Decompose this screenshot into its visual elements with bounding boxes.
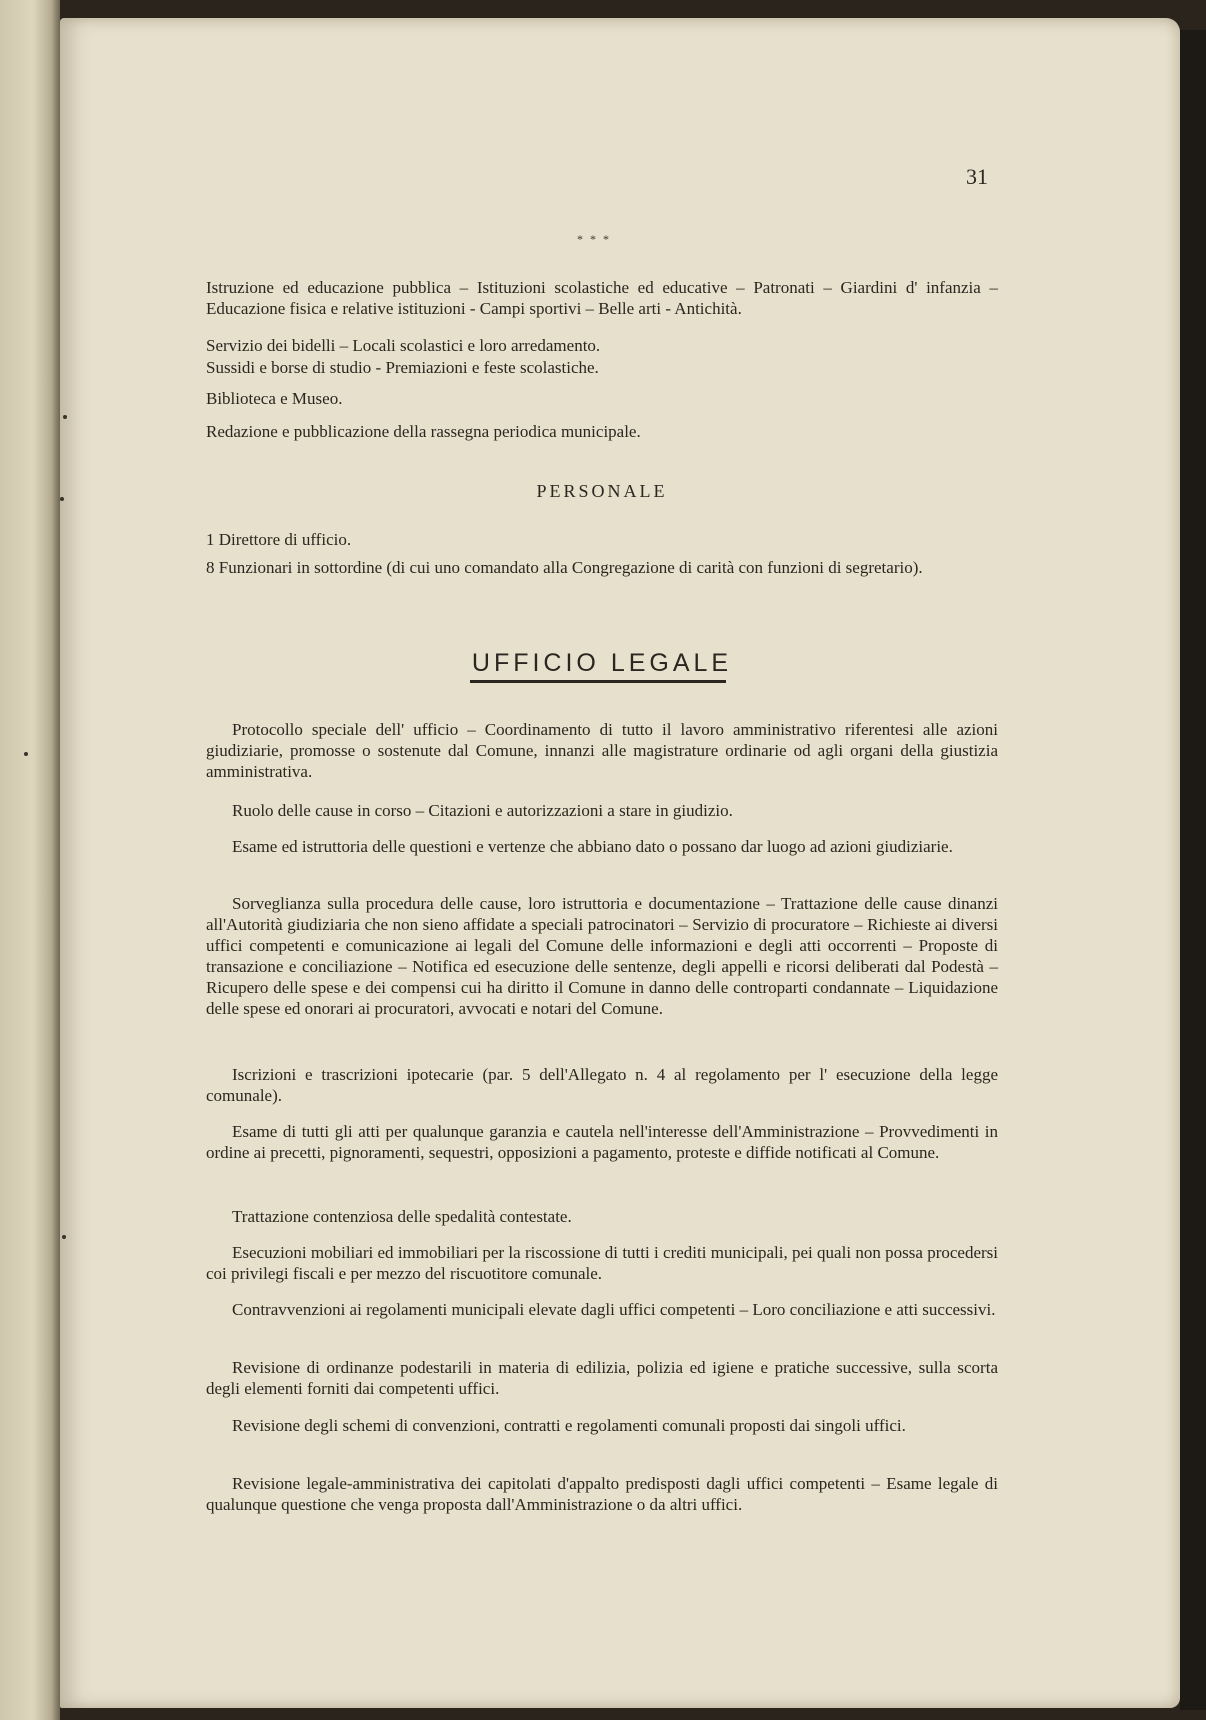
personale-item: 8 Funzionari in sottordine (di cui uno comandato alla Congregazione di carità con funzioni di segretario). [206,558,923,577]
legale-paragraph: Protocollo speciale dell' ufficio – Coordinamento di tutto il lavoro amministrativo riferentesi alle azioni giudiziarie, promosse o sostenute dal Comune, innanzi alle magistrature ordinarie od agli organi della giustizia amministrativa. [206,720,998,781]
paper-speck [24,752,28,756]
legale-paragraph: Revisione degli schemi di convenzioni, contratti e regolamenti comunali proposti dai singoli uffici. [232,1416,906,1435]
legale-paragraph: Sorveglianza sulla procedura delle cause, loro istruttoria e documentazione – Trattazione delle cause dinanzi all'Autorità giudiziaria che non sieno affidate a speciali patrocinatori – Servizio di procuratore – Richieste ai diversi uffici competenti e comunicazione ai legali del Comune delle informazioni e degli atti occorrenti – Proposte di transazione e conciliazione – Notifica ed esecuzione delle sentenze, degli appelli e ricorsi deliberati dal Podestà – Ricupero delle spese e dei compensi cui ha diritto il Comune in danno delle controparti condannate – Liquidazione delle spese ed onorari ai procuratori, avvocati e notari del Comune. [206,894,998,1018]
intro-paragraph: Servizio dei bidelli – Locali scolastici e loro arredamento. [206,336,601,355]
personale-item: 1 Direttore di ufficio. [206,530,352,549]
scan-border [1180,30,1206,1710]
intro-paragraph: Sussidi e borse di studio - Premiazioni e feste scolastiche. [206,358,599,377]
legale-paragraph: Revisione di ordinanze podestarili in materia di edilizia, polizia ed igiene e pratiche successive, sulla scorta degli elementi forniti dai competenti uffici. [206,1358,998,1398]
legale-paragraph: Iscrizioni e trascrizioni ipotecarie (par. 5 dell'Allegato n. 4 al regolamento per l' esecuzione della legge comunale). [206,1065,998,1105]
intro-paragraph: Biblioteca e Museo. [206,389,343,408]
intro-paragraph: Redazione e pubblicazione della rassegna periodica municipale. [206,422,641,441]
legale-paragraph: Contravvenzioni ai regolamenti municipali elevate dagli uffici competenti – Loro conciliazione e atti successivi. [232,1300,996,1319]
legale-paragraph: Ruolo delle cause in corso – Citazioni e autorizzazioni a stare in giudizio. [232,801,733,820]
legale-paragraph: Revisione legale-amministrativa dei capitolati d'appalto predisposti dagli uffici competenti – Esame legale di qualunque questione che venga proposta dall'Amministrazione o da altri uffici. [206,1474,998,1514]
title-underline [470,680,726,683]
legale-paragraph: Esecuzioni mobiliari ed immobiliari per la riscossione di tutti i crediti municipali, pei quali non possa procedersi coi privilegi fiscali e per mezzo del riscuotitore comunale. [206,1243,998,1283]
ufficio-legale-title: UFFICIO LEGALE [471,649,733,677]
intro-paragraph: Istruzione ed educazione pubblica – Istituzioni scolastiche ed educative – Patronati – Giardini d' infanzia – Educazione fisica e relative istituzioni - Campi sportivi – Belle arti - Antichità. [206,278,998,318]
personale-heading: PERSONALE [536,481,668,501]
paper-speck [62,1235,66,1239]
paper-speck [63,415,67,419]
page-number: 31 [966,164,988,189]
section-separator: * * * [577,232,611,246]
legale-paragraph: Esame ed istruttoria delle questioni e vertenze che abbiano dato o possano dar luogo ad azioni giudiziarie. [232,837,953,856]
legale-paragraph: Trattazione contenziosa delle spedalità contestate. [232,1207,572,1226]
facing-page-edge [0,0,60,1720]
legale-paragraph: Esame di tutti gli atti per qualunque garanzia e cautela nell'interesse dell'Amministrazione – Provvedimenti in ordine ai precetti, pignoramenti, sequestri, opposizioni a pagamento, proteste e diffide notificati al Comune. [206,1122,998,1162]
paper-speck [60,497,64,501]
book-page [60,18,1180,1708]
